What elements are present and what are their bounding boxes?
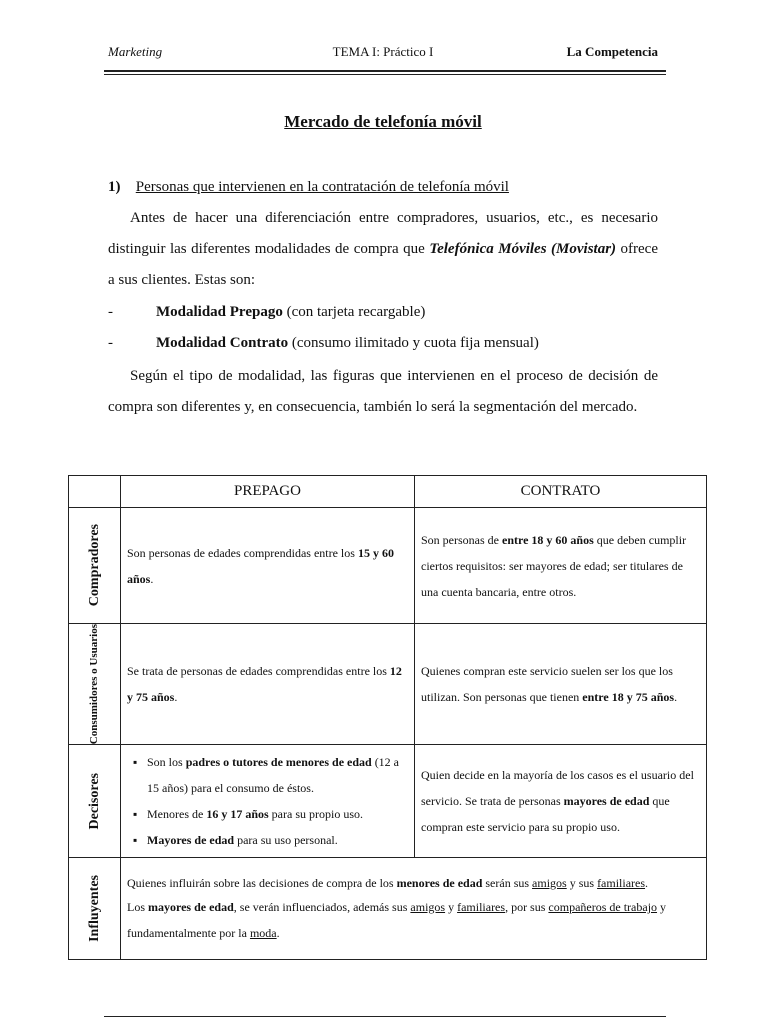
cell-text: Quienes influirán sobre las decisiones de compra de los	[127, 875, 397, 890]
company-name: Telefónica Móviles (Movistar)	[429, 241, 617, 257]
header-rule	[104, 70, 666, 72]
section-title: Personas que intervienen en la contratación de telefonía móvil	[135, 179, 509, 195]
cell-underline: compañeros de trabajo	[548, 899, 658, 914]
cell-emphasis: entre 18 y 75 años	[582, 690, 675, 705]
row-label-cell	[69, 858, 121, 960]
cell-text: Son los	[147, 755, 186, 770]
cell-emphasis: 16 y 17 años	[206, 807, 269, 822]
modality-desc: (consumo ilimitado y cuota fija mensual)	[288, 335, 539, 351]
cell-text: que compran este servicio para su propio uso.	[421, 794, 670, 835]
influyentes-line-2	[127, 894, 700, 946]
section-number: 1)	[108, 179, 121, 195]
list-item	[127, 827, 408, 853]
cell-text: Los	[127, 899, 148, 914]
list-item	[108, 304, 425, 321]
section-heading	[108, 179, 509, 196]
table-row	[69, 745, 707, 858]
cell-emphasis: padres o tutores de menores de edad	[185, 755, 372, 770]
header-rule-thin	[104, 74, 666, 75]
page-header	[108, 44, 658, 64]
cell-text: Son personas de	[421, 532, 502, 547]
table-row	[69, 508, 707, 624]
table-cell	[415, 508, 707, 624]
table-cell	[415, 624, 707, 745]
row-label-cell	[69, 508, 121, 624]
cell-text: que deben cumplir ciertos requisitos: ser mayores de edad; ser titulares de una cuenta bancaria, entre otros.	[421, 532, 687, 599]
intro-text-end: ofrece a sus clientes. Estas son:	[108, 241, 658, 288]
list-item	[108, 335, 539, 352]
cell-emphasis: 15 y 60 años	[127, 545, 394, 586]
intro-text-start: Antes de hacer una diferenciación entre compradores, usuarios, etc., es necesario distinguir las diferentes modalidades de compra que	[108, 210, 658, 257]
cell-emphasis: 12 y 75 años	[127, 664, 402, 705]
cell-text: .	[645, 875, 649, 890]
list-item	[127, 801, 408, 827]
cell-underline: familiares	[457, 899, 506, 914]
cell-text: , por sus	[505, 899, 549, 914]
modality-name: Modalidad Contrato	[156, 335, 289, 351]
cell-text: y	[445, 899, 458, 914]
segmentation-table	[68, 475, 707, 960]
cell-emphasis: mayores de edad	[563, 794, 650, 809]
header-subject: Marketing	[108, 44, 163, 59]
cell-emphasis: mayores de edad	[148, 899, 234, 914]
cell-underline: amigos	[532, 875, 567, 890]
table-cell	[121, 508, 415, 624]
column-header-contrato: CONTRATO	[415, 476, 707, 508]
cell-text: , se verán influenciados, además sus	[233, 899, 411, 914]
table-cell	[121, 624, 415, 745]
modality-name: Modalidad Prepago	[156, 304, 283, 320]
cell-text: Menores de	[147, 807, 207, 822]
table-cell	[121, 858, 707, 960]
cell-text: Quienes compran este servicio suelen ser los que los utilizan. Son personas que tienen	[421, 664, 673, 705]
cell-underline: moda	[249, 925, 277, 940]
row-label-cell	[69, 745, 121, 858]
table-cell	[121, 745, 415, 858]
table-cell	[415, 745, 707, 858]
cell-text: y fundamentalmente por la	[127, 899, 667, 940]
page-title: Mercado de telefonía móvil	[284, 112, 482, 131]
cell-emphasis: Mayores de edad	[147, 833, 235, 848]
header-topic: TEMA I: Práctico I	[332, 44, 434, 59]
cell-text: .	[150, 571, 154, 586]
segmentation-text: Según el tipo de modalidad, las figuras que intervienen en el proceso de decisión de compra son diferentes y, en consecuencia, también lo será la segmentación del mercado.	[108, 368, 658, 415]
cell-text: serán sus	[482, 875, 533, 890]
cell-text: Quien decide en la mayoría de los casos es el usuario del servicio. Se trata de personas	[421, 768, 694, 809]
cell-emphasis: entre 18 y 60 años	[502, 532, 594, 547]
cell-text: .	[674, 690, 678, 705]
header-chapter: La Competencia	[566, 44, 658, 59]
bullet-dash: -	[108, 304, 113, 320]
cell-text: .	[174, 690, 178, 705]
table-row	[69, 624, 707, 745]
table-row	[69, 858, 707, 960]
cell-underline: amigos	[410, 899, 446, 914]
influyentes-line-1	[127, 872, 700, 894]
cell-text: .	[276, 925, 280, 940]
cell-text: Se trata de personas de edades comprendidas entre los	[127, 664, 390, 679]
footer-rule	[104, 1016, 666, 1017]
cell-text: y sus	[566, 875, 598, 890]
row-label: Compradores	[86, 524, 102, 607]
cell-text: (12 a 15 años) para el consumo de éstos.	[147, 755, 400, 796]
row-label-cell	[69, 624, 121, 745]
table-header-row	[69, 476, 707, 508]
bullet-dash: -	[108, 335, 113, 351]
modality-desc: (con tarjeta recargable)	[282, 304, 426, 320]
row-label: Influyentes	[86, 875, 102, 943]
column-header-prepago: PREPAGO	[121, 476, 415, 508]
cell-underline: familiares	[597, 875, 646, 890]
cell-text: para su propio uso.	[268, 807, 363, 822]
cell-emphasis: menores de edad	[396, 875, 483, 890]
cell-text: Son personas de edades comprendidas entre los	[127, 545, 358, 560]
list-item	[127, 749, 408, 801]
decisores-list	[127, 749, 408, 853]
intro-paragraph	[108, 203, 658, 296]
row-label: Decisores	[86, 772, 102, 830]
row-label: Consumidores o Usuarios	[88, 624, 100, 745]
table-corner	[69, 476, 121, 508]
segmentation-paragraph	[108, 361, 658, 423]
cell-text: para su uso personal.	[234, 833, 338, 848]
